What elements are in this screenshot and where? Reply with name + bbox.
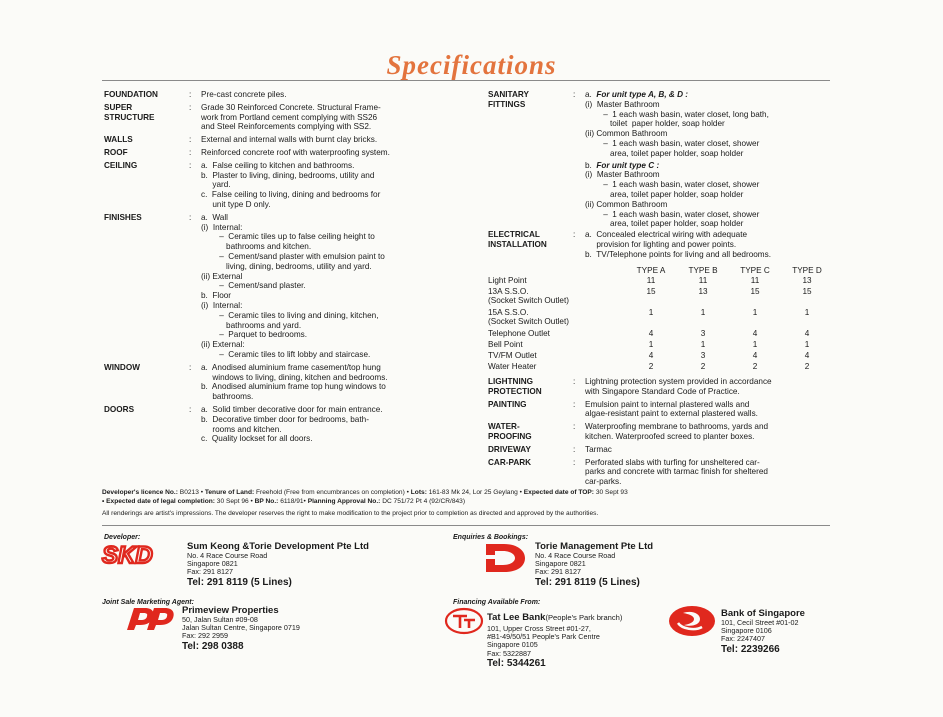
table-cell: 2 xyxy=(648,362,654,371)
agent-info: Primeview Properties 50, Jalan Sultan #09-08 Jalan Sultan Centre, Singapore 0719 Fax: 292 2959 Tel: 298 0388 xyxy=(182,606,442,652)
row-name: TV/FM Outlet xyxy=(488,351,537,360)
spec-body xyxy=(585,458,833,487)
table-header: TYPE A xyxy=(636,266,666,275)
table-cell: 3 xyxy=(700,351,706,360)
spec-line: kitchen. Waterproofed screed to planter boxes. xyxy=(585,431,755,441)
table-cell: 4 xyxy=(648,329,654,338)
spec-row: CEILING : a. False ceiling to kitchen and bathrooms. b. Plaster to living, dining, bedrooms, utility and yard. c. False ceiling to living, dining and bedrooms for unit type D only. xyxy=(104,161,449,210)
spec-line: – Cement/sand plaster with emulsion paint to xyxy=(201,251,385,261)
spec-body xyxy=(201,90,449,100)
agent-heading: Joint Sale Marketing Agent: xyxy=(102,599,194,606)
developer-name: Sum Keong &Torie Development Pte Ltd xyxy=(187,541,369,552)
spec-row: WINDOW : a. Anodised aluminium frame casement/top hung windows to living, dining, kitchen and bedrooms. b. Anodised aluminium frame top hung windows to bathrooms. xyxy=(104,363,449,402)
spec-row: DOORS : a. Solid timber decorative door for main entrance. b. Decorative timber door for bedrooms, bath- rooms and kitchen. c. Quality lockset for all doors. xyxy=(104,405,449,444)
table-row xyxy=(488,351,833,362)
spec-line: car-parks. xyxy=(585,477,622,487)
table-cell: 4 xyxy=(752,329,758,338)
spec-body xyxy=(585,377,833,397)
disclaimer: All renderings are artist's impressions. The developer reserves the right to make modification to the project prior to completion as directed and approved by the authorities. xyxy=(102,510,599,517)
spec-line: (ii) External xyxy=(201,271,243,281)
spec-row: PAINTING : Emulsion paint to internal plastered walls and algae-resistant paint to external plastered walls. xyxy=(488,400,833,420)
developer-tel: Tel: 291 8119 (5 Lines) xyxy=(187,576,292,588)
spec-body xyxy=(201,148,449,158)
row-name: Light Point xyxy=(488,276,527,285)
spec-line: (i) Internal: xyxy=(201,222,243,232)
spec-line: c. Quality lockset for all doors. xyxy=(201,434,313,444)
sanitary-body: a. For unit type A, B, & D : (i) Master Bathroom – 1 each wash basin, water closet, long bath, toilet paper holder, soap holder (ii) Common Bathroom – 1 each wash basin, water closet, shower area, toilet paper holder, soap holder b. For unit type C : (i) Master Bathroom – 1 each wash basin, water closet, shower area, toilet paper holder, soap holder (ii) Common Bathroom – 1 each wash basin, water closet, shower area, toilet paper holder, soap holder xyxy=(585,90,835,229)
table-cell: 1 xyxy=(804,340,810,349)
enquiries-info: Torie Management Pte Ltd No. 4 Race Course Road Singapore 0821 Fax: 291 8127 Tel: 291 8119 (5 Lines) xyxy=(535,542,815,588)
table-cell: 1 xyxy=(700,340,706,349)
spec-line: Grade 30 Reinforced Concrete. Structural Frame- xyxy=(201,102,381,112)
footer-key: • Expected date of legal completion: xyxy=(102,498,215,505)
spec-line: – Ceramic tiles to living and dining, kitchen, xyxy=(201,310,379,320)
bank2-info: Bank of Singapore 101, Cecil Street #01-02 Singapore 0106 Fax: 2247407 Tel: 2239266 xyxy=(721,609,881,655)
row-name: Telephone Outlet xyxy=(488,329,550,338)
spec-line: windows to living, dining, kitchen and bedrooms. xyxy=(201,372,388,382)
footer-value: 161-83 Mk 24, Lor 25 Geylang • xyxy=(426,489,524,496)
spec-body xyxy=(201,135,449,145)
spec-line: External and internal walls with burnt clay bricks. xyxy=(201,135,378,145)
table-row xyxy=(488,287,833,308)
spec-line: yard. xyxy=(201,180,231,190)
spec-label: WATER- PROOFING xyxy=(488,422,532,441)
bank1-info: Tat Lee Bank(People's Park branch) 101, Upper Cross Street #01-27, #B1-49/50/51 People's Park Centre Singapore 0105 Fax: 5322887 Tel: 5344261 xyxy=(487,607,667,669)
table-cell: 13 xyxy=(802,276,812,285)
spec-line: unit type D only. xyxy=(201,199,271,209)
spec-line: Reinforced concrete roof with waterproofing system. xyxy=(201,147,390,157)
primeview-logo-icon xyxy=(123,604,179,632)
spec-line: – Parquet to bedrooms. xyxy=(201,330,308,340)
spec-body xyxy=(201,405,449,444)
table-cell: 2 xyxy=(804,362,810,371)
table-row xyxy=(488,362,833,373)
bank-of-singapore-logo-icon xyxy=(667,605,717,637)
table-cell: 2 xyxy=(700,362,706,371)
spec-line: – 1 each wash basin, water closet, shower xyxy=(585,180,760,190)
right-specs xyxy=(488,90,833,490)
footer-key: Expected date of TOP: xyxy=(523,489,595,496)
spec-body xyxy=(201,213,449,360)
table-cell: 4 xyxy=(752,351,758,360)
table-cell: 4 xyxy=(804,351,810,360)
spec-row: WATER- PROOFING : Waterproofing membrane to bathrooms, yards and kitchen. Waterproofed screed to planter boxes. xyxy=(488,422,833,442)
bank1-name: Tat Lee Bank xyxy=(487,612,546,623)
agent-tel: Tel: 298 0388 xyxy=(182,640,244,652)
spec-line: area, toilet paper holder, soap holder xyxy=(585,219,744,229)
table-cell: 15 xyxy=(750,287,760,296)
footer-key: Lots: xyxy=(410,489,427,496)
spec-line: living, dining, bedrooms, utility and yard. xyxy=(201,261,372,271)
table-row xyxy=(488,308,833,329)
spec-line: – Ceramic tiles to lift lobby and staircase. xyxy=(201,349,371,359)
enquiries-heading: Enquiries & Bookings: xyxy=(453,534,529,541)
spec-line: (i) Master Bathroom xyxy=(585,170,660,180)
footer-value: 6118/91• xyxy=(278,498,308,505)
spec-row: FOUNDATION : Pre-cast concrete piles. xyxy=(104,90,449,100)
spec-line: bathrooms and yard. xyxy=(201,320,302,330)
footer-value: 30 Sept 93 xyxy=(594,489,628,496)
page-title: Specifications xyxy=(386,50,557,80)
spec-body xyxy=(585,400,833,420)
sanitary-section: SANITARY FITTINGS : a. For unit type A, B, & D : (i) Master Bathroom – 1 each wash basin, water closet, long bath, toilet paper holder, soap holder (ii) Common Bathroom – 1 each wash basin, water closet, shower area, toilet paper holder, soap holder b. For unit type C : (i) Master Bathroom – 1 each wash basin, water closet, shower area, toilet paper holder, soap holder (ii) Common Bathroom – 1 each wash basin, water closet, shower area, toilet paper holder, soap holder xyxy=(488,90,833,230)
spec-label: FINISHES xyxy=(104,212,142,222)
spec-line: (i) Internal: xyxy=(201,300,243,310)
table-cell: 11 xyxy=(750,276,760,285)
spec-line: Emulsion paint to internal plastered walls and xyxy=(585,399,750,409)
spec-line: a. Anodised aluminium frame casement/top hung xyxy=(201,362,381,372)
table-header: TYPE D xyxy=(792,266,822,275)
electrical-section: ELECTRICAL INSTALLATION : a. Concealed electrical wiring with adequate provision for lighting and power points. b. TV/Telephone points for living and all bedrooms. xyxy=(488,230,833,264)
skd-logo-icon xyxy=(101,541,183,567)
row-name: Water Heater xyxy=(488,362,537,371)
footer-value: B0213 • xyxy=(177,489,205,496)
electrical-table xyxy=(488,266,833,373)
spec-row: WALLS : External and internal walls with burnt clay bricks. xyxy=(104,135,449,145)
tat-lee-logo-icon xyxy=(444,607,484,635)
spec-line: algae-resistant paint to external plastered walls. xyxy=(585,409,758,419)
table-cell: 1 xyxy=(648,308,654,317)
footer-key: Tenure of Land: xyxy=(204,489,255,496)
row-name: Bell Point xyxy=(488,340,523,349)
footer-value: DC 751/72 Pt 4 (92/CR/843) xyxy=(380,498,466,505)
table-cell: 4 xyxy=(648,351,654,360)
spec-line: b. Decorative timber door for bedrooms, bath- xyxy=(201,414,369,424)
spec-body xyxy=(585,422,833,442)
table-cell: 1 xyxy=(804,308,810,317)
sanitary-label: SANITARY FITTINGS xyxy=(488,90,529,109)
spec-label: WINDOW xyxy=(104,362,140,372)
spec-line: a. Solid timber decorative door for main entrance. xyxy=(201,404,383,414)
table-cell: 11 xyxy=(698,276,708,285)
bank2-tel: Tel: 2239266 xyxy=(721,643,780,655)
developer-heading: Developer: xyxy=(104,534,141,541)
agent-name: Primeview Properties xyxy=(182,605,279,616)
title-rule xyxy=(102,80,830,81)
spec-line: b. Anodised aluminium frame top hung windows to xyxy=(201,382,386,392)
spec-label: DOORS xyxy=(104,404,135,414)
spec-line: b. Plaster to living, dining, bedrooms, utility and xyxy=(201,170,375,180)
spec-row: CAR-PARK : Perforated slabs with turfing for unsheltered car- parks and concrete with tarmac finish for sheltered car-parks. xyxy=(488,458,833,487)
spec-line: a. False ceiling to kitchen and bathrooms. xyxy=(201,160,355,170)
spec-label: FOUNDATION xyxy=(104,90,158,99)
spec-line: Pre-cast concrete piles. xyxy=(201,90,287,99)
spec-line: b. Floor xyxy=(201,291,232,301)
spec-body xyxy=(201,161,449,210)
spec-line: – Cement/sand plaster. xyxy=(201,281,306,291)
spec-line: bathrooms and kitchen. xyxy=(201,242,312,252)
footer-rule xyxy=(102,525,830,526)
spec-label: LIGHTNING PROTECTION xyxy=(488,377,542,396)
spec-line: with Singapore Standard Code of Practice. xyxy=(585,386,740,396)
footer-key: Developer's licence No.: xyxy=(102,489,178,496)
footer-value: 30 Sept 96 • xyxy=(214,498,255,505)
table-cell: 1 xyxy=(752,340,758,349)
table-row xyxy=(488,276,833,287)
table-cell: 11 xyxy=(646,276,656,285)
legal-info xyxy=(102,488,842,518)
spec-line: – 1 each wash basin, water closet, long bath, xyxy=(585,109,769,119)
spec-body xyxy=(201,103,449,132)
footer-value: Freehold (Free from encumbrances on completion) • xyxy=(254,489,411,496)
spec-label: PAINTING xyxy=(488,399,527,409)
bank2-name: Bank of Singapore xyxy=(721,608,805,619)
spec-line: a. Wall xyxy=(201,212,228,222)
spec-row: SUPER STRUCTURE : Grade 30 Reinforced Concrete. Structural Frame- work from Portland cement complying with SS26 and Steel Reinforcements complying with SS2. xyxy=(104,103,449,132)
table-cell: 1 xyxy=(700,308,706,317)
spec-row: ROOF : Reinforced concrete roof with waterproofing system. xyxy=(104,148,449,158)
spec-line: toilet paper holder, soap holder xyxy=(585,119,725,129)
spec-label: SUPER STRUCTURE xyxy=(104,102,155,122)
footer-key: Planning Approval No.: xyxy=(307,498,381,505)
spec-line: and Steel Reinforcements complying with SS2. xyxy=(201,122,372,132)
spec-line: b. TV/Telephone points for living and all bedrooms. xyxy=(585,249,771,259)
spec-line: Perforated slabs with turfing for unsheltered car- xyxy=(585,457,760,467)
table-cell: 15 xyxy=(646,287,656,296)
table-row xyxy=(488,329,833,340)
spec-line: area, toilet paper holder, soap holder xyxy=(585,189,744,199)
svg-text:SKD: SKD xyxy=(102,542,153,567)
developer-info: Sum Keong &Torie Development Pte Ltd No. 4 Race Course Road Singapore 0821 Fax: 291 8127 Tel: 291 8119 (5 Lines) xyxy=(187,542,467,588)
spec-line: (ii) Common Bathroom xyxy=(585,129,668,139)
spec-line: (i) Master Bathroom xyxy=(585,99,660,109)
spec-line: – 1 each wash basin, water closet, shower xyxy=(585,209,760,219)
spec-body xyxy=(585,445,833,455)
spec-row: FINISHES : a. Wall (i) Internal: – Ceramic tiles up to false ceiling height to bathrooms and kitchen. – Cement/sand plaster with emulsion paint to living, dining, bedrooms, utility and yard. (ii) External – Cement/sand plaster. b. Floor (i) Internal: – Ceramic tiles to living and dining, kitchen, bathrooms and yard. – Parquet to bedrooms. (ii) External: – Ceramic tiles to lift lobby and staircase. xyxy=(104,213,449,360)
spec-label: DRIVEWAY xyxy=(488,444,531,454)
spec-label: CEILING xyxy=(104,160,138,170)
spec-row: DRIVEWAY : Tarmac xyxy=(488,445,833,455)
table-header: TYPE C xyxy=(740,266,770,275)
spec-line: Tarmac xyxy=(585,444,612,454)
table-header: TYPE B xyxy=(688,266,718,275)
table-cell: 1 xyxy=(648,340,654,349)
table-cell: 15 xyxy=(802,287,812,296)
spec-line: a. Concealed electrical wiring with adequate xyxy=(585,230,748,239)
spec-line: provision for lighting and power points. xyxy=(585,239,737,249)
spec-line: c. False ceiling to living, dining and bedrooms for xyxy=(201,190,381,200)
table-cell: 1 xyxy=(752,308,758,317)
bank1-tel: Tel: 5344261 xyxy=(487,657,546,669)
spec-line: (ii) Common Bathroom xyxy=(585,199,668,209)
enquiries-name: Torie Management Pte Ltd xyxy=(535,541,654,552)
spec-line: (ii) External: xyxy=(201,340,245,350)
row-name: 15A S.S.O. (Socket Switch Outlet) xyxy=(488,308,569,326)
spec-label: WALLS xyxy=(104,135,133,145)
row-name: 13A S.S.O. (Socket Switch Outlet) xyxy=(488,287,569,305)
table-cell: 2 xyxy=(752,362,758,371)
spec-label: CAR-PARK xyxy=(488,457,532,467)
torie-logo-icon xyxy=(482,541,528,575)
spec-line: Lightning protection system provided in accordance xyxy=(585,377,772,386)
table-cell: 3 xyxy=(700,329,706,338)
spec-line: – Ceramic tiles up to false ceiling height to xyxy=(201,232,375,242)
table-cell: 4 xyxy=(804,329,810,338)
spec-line: bathrooms. xyxy=(201,392,254,402)
electrical-body xyxy=(585,230,835,259)
table-row xyxy=(488,340,833,351)
spec-line: area, toilet paper holder, soap holder xyxy=(585,148,744,158)
financing-heading: Financing Available From: xyxy=(453,599,541,606)
spec-body xyxy=(201,363,449,402)
spec-row: LIGHTNING PROTECTION : Lightning protection system provided in accordance with Singapore Standard Code of Practice. xyxy=(488,377,833,397)
spec-line: parks and concrete with tarmac finish for sheltered xyxy=(585,467,768,477)
spec-line: Waterproofing membrane to bathrooms, yards and xyxy=(585,422,769,432)
electrical-label: ELECTRICAL INSTALLATION xyxy=(488,230,547,249)
spec-line: rooms and kitchen. xyxy=(201,424,282,434)
table-cell: 13 xyxy=(698,287,708,296)
spec-line: – 1 each wash basin, water closet, shower xyxy=(585,138,760,148)
spec-line: work from Portland cement complying with SS26 xyxy=(201,112,378,122)
spec-label: ROOF xyxy=(104,147,128,157)
enquiries-tel: Tel: 291 8119 (5 Lines) xyxy=(535,576,640,588)
left-specs xyxy=(104,90,449,447)
footer-key: BP No.: xyxy=(254,498,279,505)
